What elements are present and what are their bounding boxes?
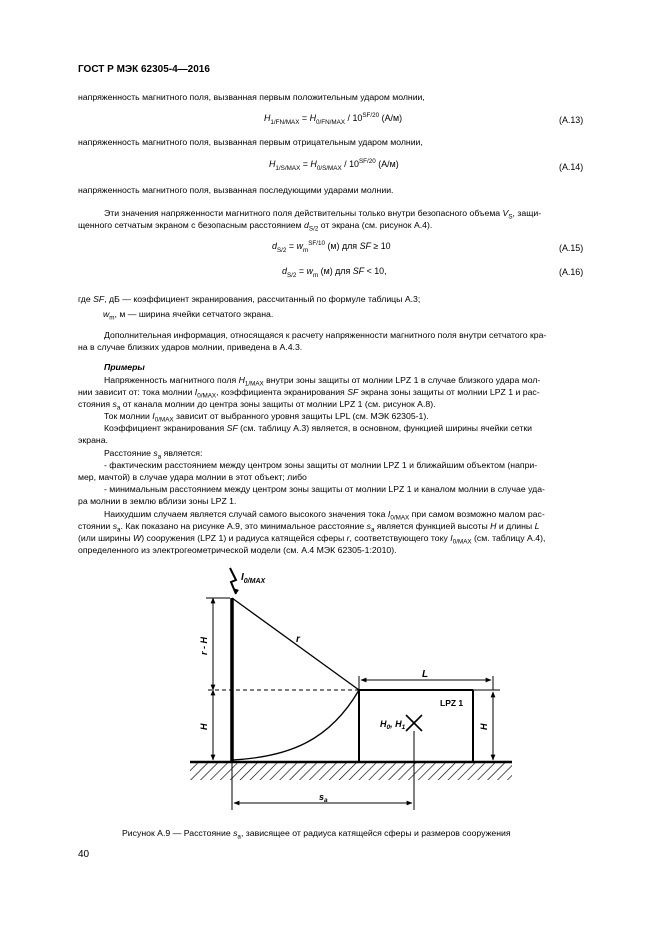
example-line: Напряженность магнитного поля $H_{1/MAX}$ внутри зоны защиты от молнии LPZ 1 в случае близкого удара мол- — [104, 375, 541, 388]
document-header: ГОСТ Р МЭК 62305-4—2016 — [78, 64, 210, 75]
example-line: мер, мачтой) в случае удара молнии в этот объект; либо — [78, 472, 307, 482]
example-line: определенного из электрогеометрической модели (см. А.4 МЭК 62305-1:2010). — [78, 545, 397, 555]
example-line: Ток молнии $I_{0/MAX}$ зависит от выбранного уровня защиты LPL (см. МЭК 62305-1). — [104, 411, 429, 424]
example-line: Коэффициент экранирования SF (см. таблицу А.3) является, в основном, функцией ширины ячейки сетки — [104, 423, 532, 433]
equation-a15: $d_{S/2} = w_m^{SF/10}$ (м) для SF ≥ 10 — [272, 240, 391, 254]
equation-number-a14: (А.14) — [559, 162, 584, 172]
label-sa: $s_a$ — [319, 792, 328, 804]
label-h-right: H — [479, 723, 489, 730]
rolling-sphere-arc — [232, 690, 359, 760]
example-line: - фактическим расстоянием между центром зоны защиты от молнии LPZ 1 и ближайшим объектом (напри- — [104, 460, 538, 470]
equation-number-a16: (А.16) — [559, 267, 584, 277]
examples-title: Примеры — [104, 362, 145, 372]
example-line: стоянии $s_a$. Как показано на рисунке А.9, это минимальное расстояние $s_a$ является функцией высоты H и длины L — [78, 521, 540, 534]
paragraph-first-negative-stroke: напряженность магнитного поля, вызванная первым отрицательным ударом молнии, — [78, 137, 423, 147]
example-line: (или ширины W) сооружения (LPZ 1) и радиуса катящейся сферы r, соответствующего току $I_{0/MAX}$ (см. таблицу А.4), — [78, 533, 546, 546]
example-line: стояния $s_a$ от канала молнии до центра зоны защиты от молнии LPZ 1 (см. рисунок А.8). — [78, 399, 436, 412]
label-l: L — [422, 669, 429, 680]
page-number: 40 — [78, 849, 90, 860]
example-line: экрана. — [78, 435, 108, 445]
equation-a13: $H_{1/FN/MAX} = H_{0/FN/MAX} / 10^{SF/20}$ (А/м) — [264, 112, 403, 126]
label-lpz1: LPZ 1 — [440, 698, 464, 708]
paragraph-additional-info-line1: Дополнительная информация, относящаяся к расчету напряженности магнитного поля внутри сетчатого кра- — [104, 330, 547, 340]
figure-caption: Рисунок А.9 — Расстояние $s_a$, зависящее от радиуса катящейся сферы и размеров сооружения — [122, 828, 511, 841]
label-r: r — [296, 634, 300, 645]
equation-number-a13: (А.13) — [559, 115, 584, 125]
label-r-minus-h: r - H — [199, 637, 209, 655]
where-sf: где SF, дБ — коэффициент экранирования, рассчитанный по формуле таблицы А.3; — [78, 294, 421, 304]
example-line: - минимальным расстоянием между центром зоны защиты от молнии LPZ 1 и каналом молнии в случае уда- — [104, 484, 545, 494]
example-line: Наихудшим случаем является случай самого высокого значения тока $I_{0/MAX}$ при самом возможно малом рас- — [104, 509, 545, 522]
example-line: нии зависит от: тока молнии $I_{0/MAX}$, коэффициента экранирования SF экрана зоны защиты от молнии LPZ 1 и рас- — [78, 387, 540, 400]
paragraph-subsequent-strokes: напряженность магнитного поля, вызванная последующими ударами молнии. — [78, 185, 394, 195]
equation-a16: $d_{S/2} = w_m$ (м) для SF < 10, — [282, 266, 387, 279]
ground-hatch — [190, 762, 512, 780]
example-line: ра молнии в землю вблизи зоны LPZ 1. — [78, 496, 237, 506]
paragraph-validity-line2: щенного сетчатым экраном с безопасным расстоянием $d_{S/2}$ от экрана (см. рисунок А.4). — [78, 220, 433, 233]
paragraph-first-positive-stroke: напряженность магнитного поля, вызванная первым положительным ударом молнии, — [78, 92, 425, 102]
where-wm: $w_m$, м — ширина ячейки сетчатого экрана. — [103, 309, 274, 322]
example-line: Расстояние $s_a$ является: — [104, 448, 203, 461]
paragraph-additional-info-line2: на в случае близких ударов молнии, приведена в А.4.3. — [78, 342, 303, 352]
equation-a14: $H_{1/S/MAX} = H_{0/S/MAX} / 10^{SF/20}$ (А/м) — [269, 158, 399, 172]
label-h-left: H — [199, 723, 209, 730]
paragraph-validity-line1: Эти значения напряженности магнитного поля действительны только внутри безопасного объема $V_S$, защи- — [104, 208, 542, 221]
equation-number-a15: (А.15) — [559, 243, 584, 253]
label-i0max: $I_{0/MAX}$ — [241, 572, 266, 585]
label-h0-h1: $H_0$, $H_1$ — [380, 719, 406, 731]
